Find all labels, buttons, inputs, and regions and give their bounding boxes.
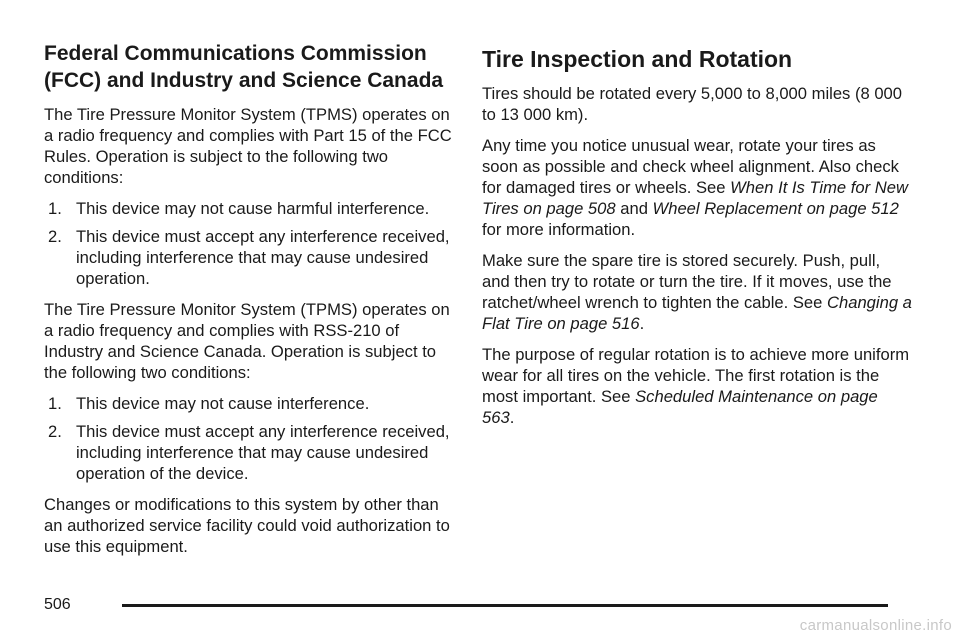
left-column	[44, 40, 454, 567]
fcc-paragraph-1: The Tire Pressure Monitor System (TPMS) operates on a radio frequency and complies with Part 15 of the FCC Rules. Operation is subject to the following two conditions:	[44, 105, 452, 187]
list-item	[44, 226, 454, 289]
list-item-text: This device may not cause harmful interference.	[76, 199, 430, 218]
list-item-number: 2.	[48, 422, 62, 441]
list-item-text: This device may not cause interference.	[76, 394, 370, 413]
list-item-number: 1.	[48, 394, 62, 413]
unusual-wear-paragraph	[482, 135, 912, 240]
paragraph-text: .	[509, 408, 515, 427]
page-footer	[44, 592, 888, 616]
paragraph-text: The purpose of regular rotation is to achieve more uniform wear for all tires on the vehicle. The first rotation is the most important. See	[482, 345, 910, 406]
list-item	[44, 421, 454, 484]
spare-tire-paragraph	[482, 250, 912, 334]
new-tires-link[interactable]: When It Is Time for New Tires on page 508	[482, 178, 908, 218]
list-item	[44, 198, 454, 219]
paragraph-text: and	[615, 199, 653, 218]
list-item-text: This device must accept any interference received, including interference that may cause undesired operation of the device.	[76, 422, 450, 483]
canada-paragraph: The Tire Pressure Monitor System (TPMS) operates on a radio frequency and complies with RSS-210 of Industry and Science Canada. Operation is subject to the following two conditions:	[44, 300, 450, 382]
fcc-conditions-list	[44, 198, 454, 289]
rotation-interval-paragraph: Tires should be rotated every 5,000 to 8,000 miles (8 000 to 13 000 km).	[482, 84, 903, 124]
modifications-paragraph: Changes or modifications to this system by other than an authorized service facility could void authorization to use this equipment.	[44, 495, 450, 556]
scheduled-maintenance-link[interactable]: Scheduled Maintenance on page 563	[482, 387, 878, 427]
paragraph-text: Any time you notice unusual wear, rotate your tires as soon as possible and check wheel alignment. Also check for damaged tires or wheels. See	[482, 136, 899, 197]
wheel-replacement-link[interactable]: Wheel Replacement on page 512	[652, 199, 899, 218]
list-item-number: 1.	[48, 199, 62, 218]
paragraph-text: Make sure the spare tire is stored securely. Push, pull, and then try to rotate or turn the tire. If it moves, use the ratchet/wheel wrench to tighten the cable. See	[482, 251, 892, 312]
paragraph-text: .	[639, 314, 645, 333]
canada-conditions-list	[44, 393, 454, 484]
rotation-purpose-paragraph	[482, 344, 912, 428]
fcc-section-title: Federal Communications Commission (FCC) and Industry and Science Canada	[44, 42, 444, 92]
watermark: carmanualsonline.info	[799, 617, 952, 634]
flat-tire-link[interactable]: Changing a Flat Tire on page 516	[482, 293, 912, 333]
list-item-number: 2.	[48, 227, 62, 246]
right-column	[482, 40, 912, 438]
paragraph-text: for more information.	[482, 220, 636, 239]
list-item	[44, 393, 454, 414]
tire-rotation-title: Tire Inspection and Rotation	[482, 46, 793, 72]
page-number: 506	[44, 596, 71, 613]
list-item-text: This device must accept any interference received, including interference that may cause undesired operation.	[76, 227, 450, 288]
footer-rule	[122, 604, 888, 607]
